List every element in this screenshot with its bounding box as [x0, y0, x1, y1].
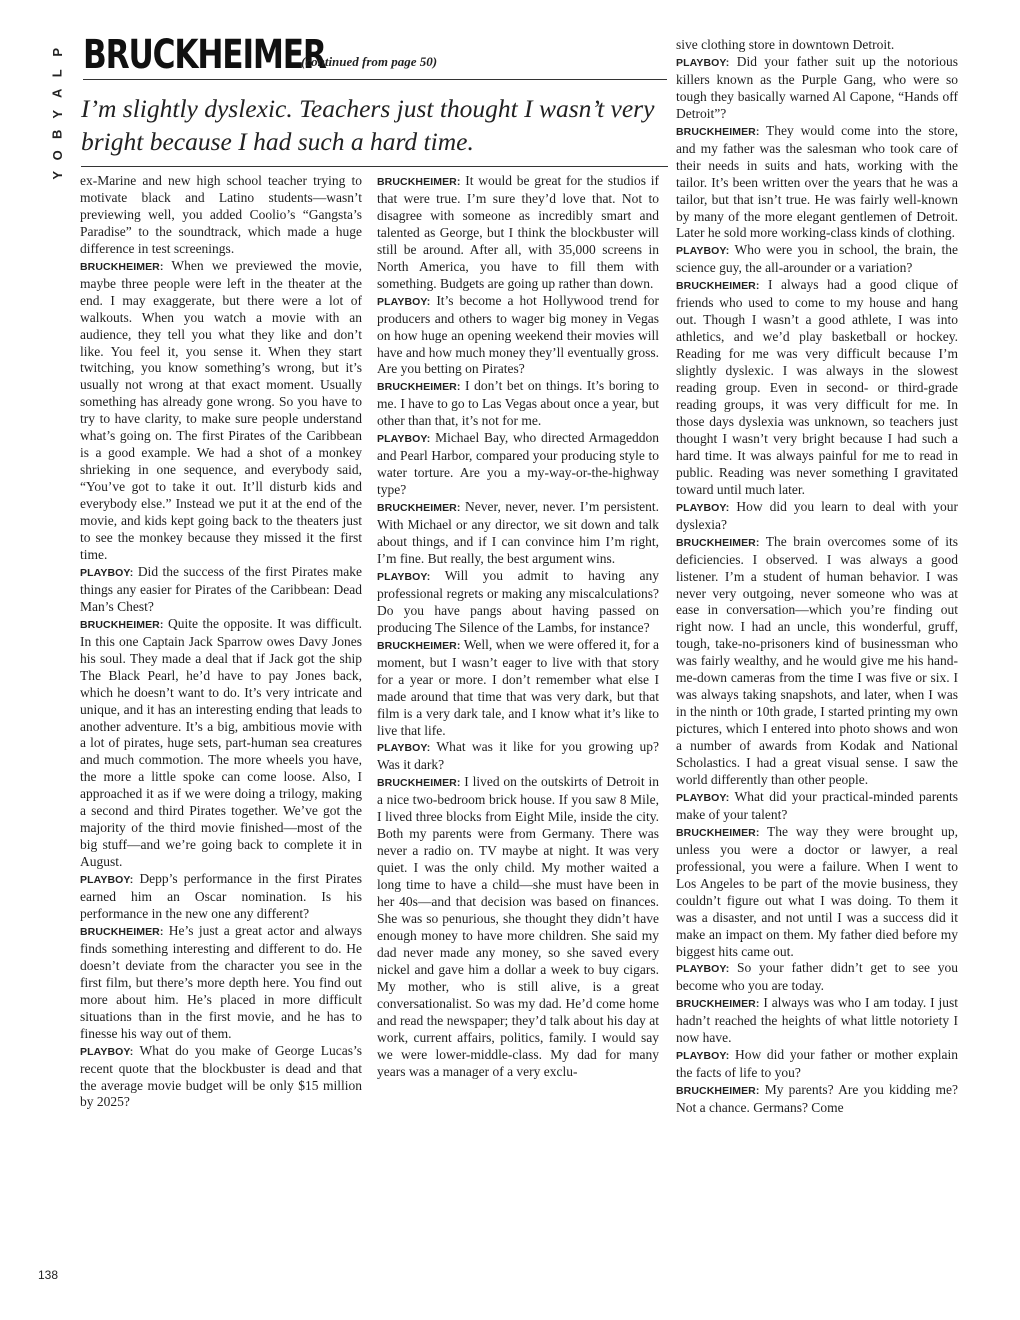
- speaker-label: PLAYBOY:: [676, 1050, 730, 1063]
- logo-letter: L: [49, 68, 65, 77]
- article-header: [83, 30, 667, 80]
- paragraph: [676, 1047, 958, 1082]
- paragraph: [676, 995, 958, 1047]
- paragraph: [676, 499, 958, 534]
- paragraph-text: I lived on the outskirts of Detroit in a nice two-bedroom brick house. If you saw 8 Mile, I lived three blocks from Eight Mile, inside the city. Both my parents were from Germany. There was never a radio on. TV maybe at night. It was very quiet. I was the only child. My mother waited a long time to have a child—she must have been in her 40s—and that decision was based on finances. She was so penurious, she thought they didn’t have enough money to have more children. She said my dad never made any money, so she saved every nickel and gave him a dollar a week to buy cigars. My mother, who is still alive, is a great conversationalist. So was my dad. He’d come home and read the newspaper; they’d talk about his day at work, current affairs, politics, family. I would say we were lower-middle-class. My dad for many years was a manager of a very exclu-: [377, 774, 659, 1079]
- paragraph: [377, 173, 659, 293]
- speaker-label: BRUCKHEIMER:: [377, 176, 461, 188]
- speaker-label: PLAYBOY:: [80, 566, 134, 579]
- speaker-label: BRUCKHEIMER:: [80, 260, 164, 273]
- article-title: BRUCKHEIMER: [83, 32, 326, 78]
- speaker-label: BRUCKHEIMER:: [676, 280, 760, 293]
- speaker-label: PLAYBOY:: [80, 874, 134, 887]
- paragraph: [80, 923, 362, 1043]
- paragraph: [676, 534, 958, 789]
- speaker-label: BRUCKHEIMER:: [377, 639, 461, 652]
- paragraph-text: Did the success of the first Pirates make things any easier for Pirates of the Caribbean: Dead Man’s Chest?: [80, 563, 362, 614]
- paragraph-text: It’s become a hot Hollywood trend for producers and others to wager big money in Vegas on how huge an opening weekend their movies will have and how much money they’ll eventually gross. Are you betting on Pirates?: [377, 292, 659, 377]
- text-column-2: [377, 173, 659, 1081]
- paragraph: [676, 824, 958, 961]
- paragraph-text: What do you make of George Lucas’s recent quote that the blockbuster is dead and that the average movie budget will be only $15 million by 2025?: [80, 1042, 362, 1110]
- paragraph: [80, 258, 362, 564]
- paragraph-text: The brain overcomes some of its deficiencies. I observed. I was always a good listener. I’m a student of human behavior. I was never very outgoing, never someone who was at ease in conversation—which you’re finding out right now. I had an uncle, this wonderful, gruff, tough, take-no-prisoners kind of businessman who was fairly wealthy, and he would give me his hand-me-down cameras from the time I was five or six. I was always taking snapshots, and later, when I was in the ninth or 10th grade, I started printing my own pictures, which I entered into photo shows and won a number of awards from Kodak and National Scholastics. I had a great visual sense. I saw the world differently than other people.: [676, 533, 958, 787]
- speaker-label: PLAYBOY:: [676, 245, 730, 258]
- paragraph: [377, 739, 659, 774]
- paragraph-text: Never, never, never. I’m persistent. With Michael or any director, we sit down and talk about things, and if I can convince him I’m right, I’m fine. But really, the best argument wins.: [377, 499, 660, 566]
- paragraph-text: Depp’s performance in the first Pirates earned him an Oscar nomination. Is his performance in the new one any different?: [80, 871, 362, 921]
- paragraph: [676, 54, 958, 123]
- speaker-label: PLAYBOY:: [377, 742, 431, 755]
- text-column-3: [676, 37, 958, 1117]
- paragraph: [377, 430, 659, 499]
- paragraph-text: The way they were brought up, unless you were a doctor or lawyer, a real professional, you were a failure. When I went to Los Angeles to be part of the movie business, they couldn’t figure out what I was doing. To them it was a disaster, and not until I was a success did it make an impact on them. My father died before my biggest hits came out.: [676, 823, 958, 959]
- paragraph: [80, 564, 362, 616]
- paragraph-text: Quite the opposite. It was difficult. In this one Captain Jack Sparrow owes Davy Jones his soul. They made a deal that if Jack got the ship The Black Pearl, he’d have to pay Jones back, which he doesn’t want to do. It’s very intricate and unique, and it has an interesting ending that leads to another adventure. It’s a big, ambitious movie with a lot of pirates, huge sets, part-human sea creatures and much commotion. The more wheels you have, the more a little spoke can come loose. Also, I approached it as if we were doing a trilogy, making a second and third Pirates together. We’ve got the majority of the third movie finished—most of the big stuff—and we’re going back to complete it in August.: [80, 615, 362, 870]
- text-column-1: [80, 173, 362, 1111]
- header-rule: [83, 79, 667, 80]
- speaker-label: BRUCKHEIMER:: [80, 618, 164, 631]
- paragraph-text: Who were you in school, the brain, the science guy, the all-arounder or a variation?: [676, 242, 958, 276]
- speaker-label: BRUCKHEIMER:: [80, 925, 164, 938]
- pull-quote: I’m slightly dyslexic. Teachers just thought I wasn’t very bright because I had such a hard time.: [81, 94, 655, 156]
- paragraph: [676, 242, 958, 277]
- paragraph-text: Well, when we were offered it, for a moment, but I wasn’t eager to live with that story for a year or more. I don’t remember what else I made around that time that was very dark, but that film is a very dark tale, and I know what it’s like to live that life.: [377, 636, 660, 738]
- paragraph-text: I always had a good clique of friends who used to come to my house and hang out. Though I wasn’t a good athlete, I was into athletics, and we’d play basketball or hockey. Reading for me was very difficult because I’m slightly dyslexic. I was always in the slowest reading group. Even in second- or third-grade reading groups, it was very difficult for me. In those days dyslexia was unknown, so teachers just thought I wasn’t very bright because I had such a hard time. It was always painful for me to read in public. Reading was never something I gravitated toward until much later.: [676, 277, 959, 497]
- paragraph-text: ex-Marine and new high school teacher trying to motivate black and Latino students—wasn’t previewing well, you added Coolio’s “Gangsta’s Paradise” to the soundtrack, which made a huge difference in test screenings.: [80, 173, 362, 256]
- logo-letter: O: [49, 149, 65, 160]
- paragraph: [377, 637, 659, 740]
- speaker-label: BRUCKHEIMER:: [377, 777, 461, 790]
- logo-letter: B: [49, 129, 65, 139]
- speaker-label: PLAYBOY:: [676, 791, 730, 804]
- paragraph: [377, 568, 659, 637]
- paragraph-text: They would come into the store, and my father was the salesman who took care of their needs in suits and hats, working with the tailor. It’s been written over the years that he was a tailor, but that isn’t true. He was fairly well-known by many of the more elegant gentlemen of Detroit. Later he sold more working-class kinds of clothing.: [676, 122, 958, 241]
- speaker-label: BRUCKHEIMER:: [676, 998, 760, 1011]
- paragraph-text: How did your father or mother explain the facts of life to you?: [676, 1047, 958, 1081]
- paragraph-text: So your father didn’t get to see you become who you are today.: [676, 960, 958, 994]
- paragraph: [676, 37, 958, 54]
- speaker-label: PLAYBOY:: [676, 56, 730, 69]
- paragraph: [676, 789, 958, 824]
- paragraph-text: Did your father suit up the notorious killers known as the Purple Gang, who were so tough they basically warned Al Capone, “Hands off Detroit”?: [676, 53, 958, 121]
- speaker-label: BRUCKHEIMER:: [676, 826, 760, 839]
- paragraph: [80, 1043, 362, 1112]
- logo-letter: Y: [49, 170, 65, 180]
- speaker-label: BRUCKHEIMER:: [676, 125, 760, 138]
- paragraph-text: Michael Bay, who directed Armageddon and Pearl Harbor, compared your producing style to water torture. Are you a my-way-or-the-highway type?: [377, 430, 659, 498]
- logo-letter: A: [49, 88, 65, 98]
- paragraph-text: What was it like for you growing up? Was it dark?: [377, 739, 660, 773]
- pull-quote-rule: [81, 166, 668, 167]
- paragraph-text: My parents? Are you kidding me? Not a chance. Germans? Come: [676, 1082, 959, 1116]
- speaker-label: PLAYBOY:: [377, 570, 431, 583]
- paragraph-text: I always was who I am today. I just hadn’t reached the heights of what little notoriety I now have.: [676, 995, 958, 1046]
- logo-letter: P: [49, 47, 65, 57]
- paragraph: [377, 293, 659, 379]
- paragraph: [676, 1082, 958, 1117]
- logo-letter: Y: [49, 109, 65, 119]
- speaker-label: PLAYBOY:: [377, 295, 431, 308]
- speaker-label: PLAYBOY:: [377, 433, 431, 446]
- paragraph-text: I don’t bet on things. It’s boring to me. I have to go to Las Vegas about once a year, but other than that, it’s not for me.: [377, 378, 660, 429]
- paragraph-text: He’s just a great actor and always finds something interesting and different to do. He doesn’t deviate from the character you see in the first film, but there’s more depth here. You find out more about him. He’s placed in more difficult situations than in the first movie, and he has to finesse his way out of them.: [80, 922, 363, 1041]
- paragraph-text: sive clothing store in downtown Detroit.: [676, 37, 895, 52]
- paragraph: [676, 123, 958, 243]
- paragraph: [676, 960, 958, 995]
- paragraph-text: How did you learn to deal with your dyslexia?: [676, 498, 958, 532]
- speaker-label: PLAYBOY:: [676, 501, 730, 514]
- page-number: 138: [38, 1268, 59, 1282]
- speaker-label: PLAYBOY:: [676, 963, 730, 976]
- speaker-label: BRUCKHEIMER:: [676, 1085, 760, 1098]
- continued-note: (continued from page 50): [301, 54, 438, 69]
- speaker-label: BRUCKHEIMER:: [377, 502, 461, 515]
- paragraph-text: It would be great for the studios if that were true. I’m sure they’d love that. Not to disagree with someone as incredibly smart and talented as George, but I think the blockbuster will still be around. After all, with 35,000 screens in North America, you have to fill them with something. Budgets are going up rather than down.: [377, 173, 659, 291]
- paragraph: [676, 277, 958, 498]
- paragraph: [80, 173, 362, 258]
- paragraph: [377, 774, 659, 1080]
- speaker-label: BRUCKHEIMER:: [676, 536, 760, 549]
- speaker-label: BRUCKHEIMER:: [377, 381, 461, 394]
- paragraph: [377, 499, 659, 568]
- playboy-vertical-logo: [38, 42, 78, 186]
- paragraph-text: When we previewed the movie, maybe three people were left in the theater at the end. I may exaggerate, but there were a lot of walkouts. When you watch a movie with an audience, they tell you what they like and don’t like. You feel it, you sense it. When they start twitching, you know something’s wrong, but it’s usually not wrong at that exact moment. Usually something has already gone wrong. So you have to try to have clarity, to make sure people understand what’s going on. The first Pirates of the Caribbean is a good example. We had a shot of a monkey shrieking in one sequence, and everybody said, “You’ve got to take it out. It’ll disturb kids and everybody else.” Instead we put it at the end of the movie, and kids kept going back to the theaters just to see the monkey because they missed it the first time.: [80, 257, 362, 562]
- paragraph: [80, 616, 362, 871]
- paragraph-text: What did your practical-minded parents make of your talent?: [676, 788, 959, 822]
- paragraph: [377, 378, 659, 430]
- paragraph-text: Will you admit to having any professional regrets or making any miscalculations? Do you have pangs about having passed on producing The Silence of the Lambs, for instance?: [377, 567, 659, 635]
- speaker-label: PLAYBOY:: [80, 1045, 134, 1058]
- paragraph: [80, 871, 362, 923]
